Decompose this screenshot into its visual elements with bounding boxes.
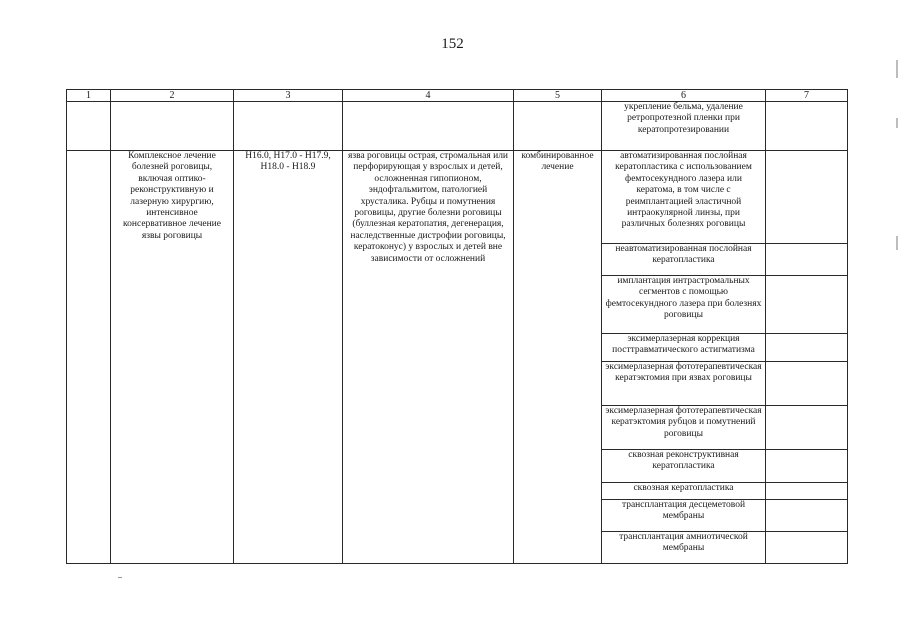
method-cell: имплантация интрастромальных сегментов с помощью фемтосекундного лазера при болезнях роговицы xyxy=(602,276,766,334)
header-col-1: 1 xyxy=(67,90,111,102)
method-cell: эксимерлазерная фототерапевтическая кератэктомия при язвах роговицы xyxy=(602,362,766,406)
cell-empty xyxy=(766,102,848,151)
header-col-2: 2 xyxy=(111,90,234,102)
cell-empty xyxy=(343,102,514,151)
cell-empty xyxy=(67,102,111,151)
cell-empty xyxy=(766,244,848,276)
scan-artifact-mark xyxy=(118,577,122,578)
cell-empty xyxy=(766,406,848,450)
method-cell: автоматизированная послойная кератопластика с использованием фемтосекундного лазера или кератома, в том числе с реимплантацией эластичной интраокулярной линзы, при различных болезнях роговицы xyxy=(602,151,766,244)
mkb-codes-cell: H16.0, H17.0 - H17.9, H18.0 - H18.9 xyxy=(234,151,343,564)
cell-empty xyxy=(766,532,848,564)
treatment-type-cell: комбинированное лечение xyxy=(514,151,602,564)
method-cell: трансплантация десцеметовой мембраны xyxy=(602,500,766,532)
page-number: 152 xyxy=(441,36,464,52)
profile-cell: Комплексное лечение болезней роговицы, включая оптико-реконструктивную и лазерную хирургию, интенсивное консервативное лечение язвы роговицы xyxy=(111,151,234,564)
cell-empty xyxy=(766,483,848,500)
table-header-row xyxy=(67,90,848,102)
table-container xyxy=(66,89,848,564)
method-cell: сквозная кератопластика xyxy=(602,483,766,500)
table-row-main xyxy=(67,151,848,244)
header-col-4: 4 xyxy=(343,90,514,102)
model-description-cell: язва роговицы острая, стромальная или перфорирующая у взрослых и детей, осложненная гипопионом, эндофтальмитом, патологией хрусталика. Рубцы и помутнения роговицы, другие болезни роговицы (буллезная кератопатия, дегенерация, наследственные дистрофии роговицы, кератоконус) у взрослых и детей вне зависимости от осложнений xyxy=(343,151,514,564)
medical-care-table xyxy=(66,89,848,564)
header-col-5: 5 xyxy=(514,90,602,102)
scan-edge-mark xyxy=(896,60,898,78)
cell-empty xyxy=(766,334,848,362)
header-col-6: 6 xyxy=(602,90,766,102)
scan-edge-mark xyxy=(896,118,898,128)
cell-empty xyxy=(766,500,848,532)
cell-empty xyxy=(766,450,848,483)
method-cell: эксимерлазерная фототерапевтическая кератэктомия рубцов и помутнений роговицы xyxy=(602,406,766,450)
scan-edge-mark xyxy=(896,236,898,250)
header-col-3: 3 xyxy=(234,90,343,102)
table-row-continuation xyxy=(67,102,848,151)
cell-empty xyxy=(766,362,848,406)
cell-empty xyxy=(766,151,848,244)
method-cell: сквозная реконструктивная кератопластика xyxy=(602,450,766,483)
method-cell: эксимерлазерная коррекция посттравматического астигматизма xyxy=(602,334,766,362)
cell-empty xyxy=(234,102,343,151)
cell-empty xyxy=(111,102,234,151)
method-cell: неавтоматизированная послойная кератопластика xyxy=(602,244,766,276)
method-cell: укрепление бельма, удаление ретропротезной пленки при кератопротезировании xyxy=(602,102,766,151)
cell-empty xyxy=(67,151,111,564)
method-cell: трансплантация амниотической мембраны xyxy=(602,532,766,564)
cell-empty xyxy=(766,276,848,334)
header-col-7: 7 xyxy=(766,90,848,102)
cell-empty xyxy=(514,102,602,151)
